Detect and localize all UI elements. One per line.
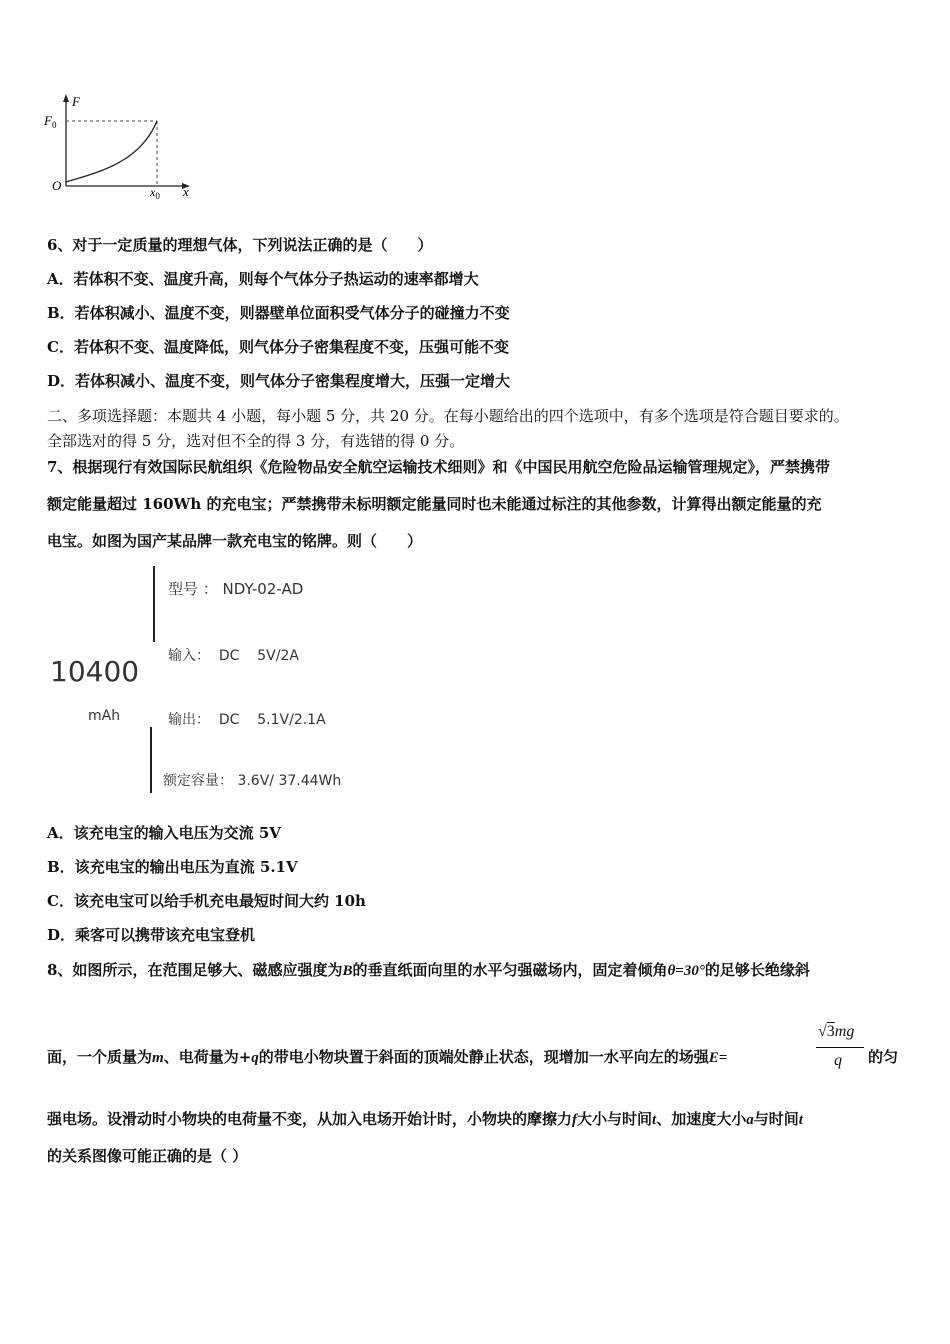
q7-option-a: A．该充电宝的输入电压为交流 5V (47, 824, 281, 842)
q7-option-d: D．乘客可以携带该充电宝登机 (47, 926, 256, 944)
q6-stem: 6、对于一定质量的理想气体，下列说法正确的是（ ） (47, 236, 433, 254)
q8-line2-tail: 的匀 (868, 1048, 899, 1066)
axis-label-x: x (183, 184, 189, 199)
y-axis-arrow-icon (63, 94, 69, 102)
nameplate-divider-top (153, 566, 155, 642)
nameplate-input: 输入： DC 5V/2A (168, 648, 299, 664)
nameplate-capacity: 10400 (50, 655, 140, 688)
q7-line2: 额定能量超过 160Wh 的充电宝；严禁携带未标明额定能量同时也未能通过标注的其他参数，计算得出额定能量的充 (47, 495, 822, 513)
fraction-denominator: q (834, 1052, 842, 1069)
q8-line2: 面，一个质量为m、电荷量为+q的带电小物块置于斜面的顶端处静止状态，现增加一水平向左的场强E= (47, 1048, 728, 1066)
q7-option-b: B．该充电宝的输出电压为直流 5.1V (47, 858, 298, 876)
nameplate-divider-bottom (150, 727, 152, 793)
section2-line1: 二、多项选择题：本题共 4 小题，每小题 5 分，共 20 分。在每小题给出的四个选项中，有多个选项是符合题目要求的。 (47, 407, 849, 425)
force-curve (66, 121, 157, 182)
nameplate-rated-capacity: 额定容量： 3.6V/ 37.44Wh (163, 773, 342, 789)
nameplate-model: 型号 ： NDY-02-AD (168, 580, 304, 598)
q8-line4: 的关系图像可能正确的是（ ） (47, 1147, 248, 1165)
q8-line1: 8、如图所示，在范围足够大、磁感应强度为B的垂直纸面向里的水平匀强磁场内，固定着倾角θ=30°的足够长绝缘斜 (47, 961, 810, 979)
q6-option-c: C．若体积不变、温度降低，则气体分子密集程度不变，压强可能不变 (47, 338, 509, 356)
q8-line3: 强电场。设滑动时小物块的电荷量不变，从加入电场开始计时，小物块的摩擦力f大小与时间t、加速度大小a与时间t (47, 1110, 803, 1128)
x0-label: $x_0$ (150, 185, 160, 201)
q7-line1: 7、根据现行有效国际民航组织《危险物品安全航空运输技术细则》和《中国民用航空危险品运输管理规定》，严禁携带 (47, 458, 830, 476)
q6-option-d: D．若体积减小、温度不变，则气体分子密集程度增大，压强一定增大 (47, 372, 511, 390)
q6-option-b: B．若体积减小、温度不变，则器壁单位面积受气体分子的碰撞力不变 (47, 304, 510, 322)
q7-line3: 电宝。如图为国产某品牌一款充电宝的铭牌。则（ ） (47, 532, 423, 550)
section2-line2: 全部选对的得 5 分，选对但不全的得 3 分，有选错的得 0 分。 (47, 432, 465, 450)
nameplate-unit: mAh (88, 708, 121, 724)
q6-option-a: A．若体积不变、温度升高，则每个气体分子热运动的速率都增大 (47, 270, 479, 288)
origin-label: O (52, 178, 62, 193)
f0-label: $F_0$ (44, 113, 57, 130)
axis-label-f: F (72, 94, 80, 109)
force-displacement-figure (40, 92, 200, 202)
fraction-bar (816, 1047, 864, 1048)
nameplate-output: 输出： DC 5.1V/2.1A (168, 712, 326, 728)
q7-option-c: C．该充电宝可以给手机充电最短时间大约 10h (47, 892, 366, 910)
